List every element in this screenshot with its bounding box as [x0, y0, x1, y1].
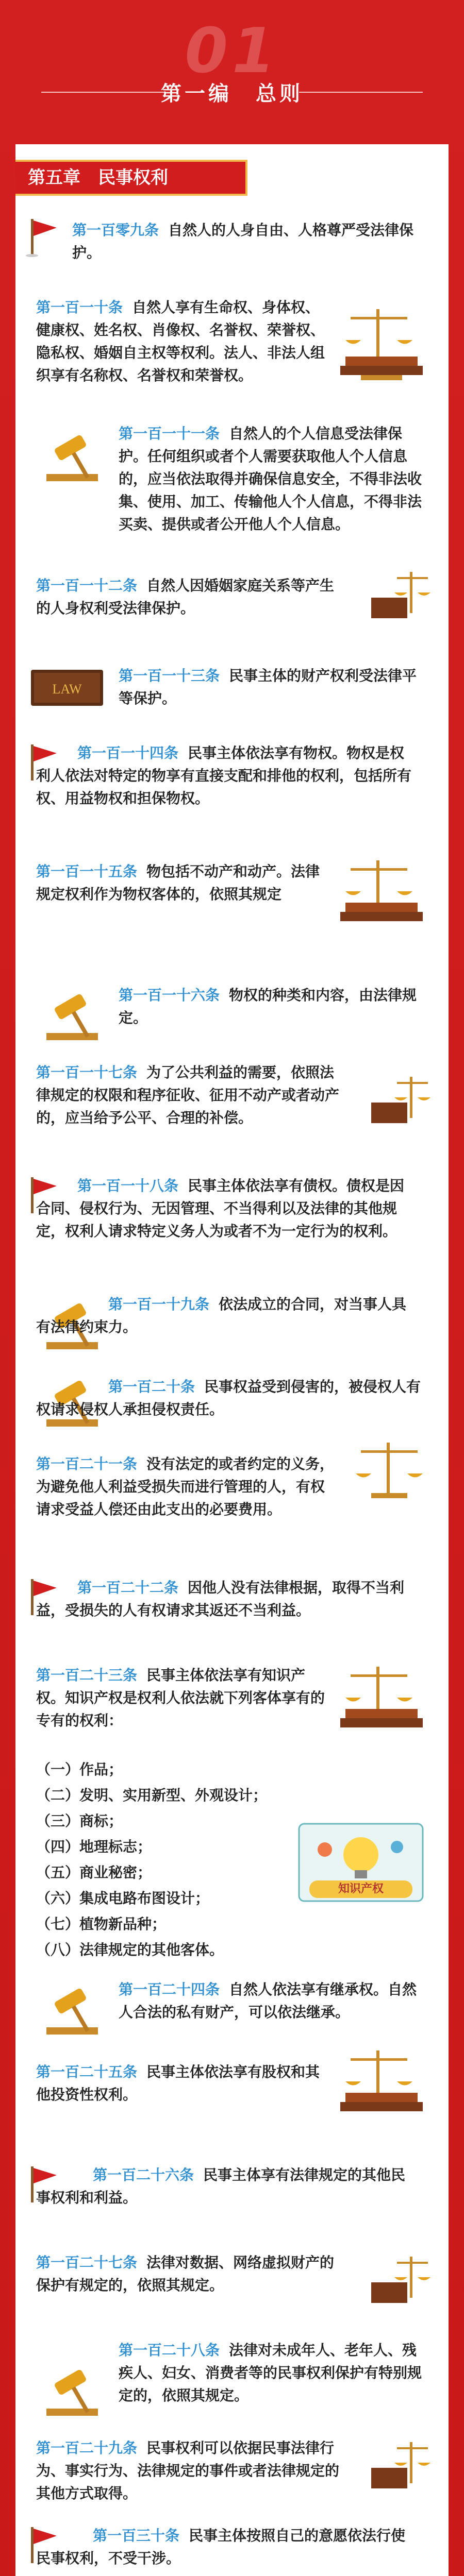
article-115: 第一百一十五条 物包括不动产和动产。法律规定权利作为物权客体的，依照其规定 [36, 863, 320, 903]
list-item: （一）作品； [36, 1761, 123, 1778]
scales-books-icon [330, 2040, 428, 2117]
article-120: 第一百二十条 民事权益受到侵害的，被侵权人有权请求侵权人承担侵权责任。 [36, 1378, 421, 1418]
list-item: （五）商业秘密； [36, 1864, 152, 1881]
list-item: （八）法律规定的其他客体。 [36, 1941, 224, 1958]
chapter-title: 第五章 民事权利 [15, 160, 247, 196]
list-item: （三）商标； [36, 1812, 123, 1829]
scales-book-icon [366, 2246, 433, 2308]
article-128: 第一百二十八条 法律对未成年人、老年人、残疾人、妇女、消费者等的民事权利保护有特别规定的，依照其规定。 [119, 2342, 422, 2404]
list-item: （二）发明、实用新型、外观设计； [36, 1787, 268, 1804]
list-item: （七）植物新品种； [36, 1916, 167, 1933]
scales-book-icon [366, 562, 433, 623]
article-116: 第一百一十六条 物权的种类和内容，由法律规定。 [119, 987, 417, 1026]
part-title: 第一编 总则 [161, 82, 303, 106]
list-item: （四）地理标志； [36, 1838, 152, 1855]
list-item: （六）集成电路布图设计； [36, 1890, 210, 1907]
article-121: 第一百二十一条 没有法定的或者约定的义务，为避免他人利益受损失而进行管理的人，有权请求受益人偿还由此支出的必要费用。 [36, 1455, 335, 1518]
law-book-icon [26, 659, 108, 716]
gavel-icon [36, 1978, 108, 2040]
article-122: 第一百二十二条 因他人没有法律根据，取得不当利益，受损失的人有权请求其返还不当利益。 [36, 1579, 405, 1619]
article-112: 第一百一十二条 自然人因婚姻家庭关系等产生的人身权利受法律保护。 [36, 577, 335, 617]
gavel-icon [36, 984, 108, 1046]
article-127: 第一百二十七条 法律对数据、网络虚拟财产的保护有规定的，依照其规定。 [36, 2254, 335, 2294]
section-number: 01 [185, 15, 279, 87]
scales-book-icon [366, 2432, 433, 2494]
article-113: 第一百一十三条 民事主体的财产权利受法律平等保护。 [119, 667, 417, 707]
flag-icon [26, 216, 62, 258]
article-118: 第一百一十八条 民事主体依法享有债权。债权是因合同、侵权行为、无因管理、不当得利以及法律的其他规定，权利人请求特定义务人为或者不为一定行为的权利。 [36, 1177, 405, 1240]
article-117: 第一百一十七条 为了公共利益的需要，依照法律规定的权限和程序征收、征用不动产或者动产的，应当给予公平、合理的补偿。 [36, 1064, 340, 1126]
content-card [15, 144, 449, 2576]
article-114: 第一百一十四条 民事主体依法享有物权。物权是权利人依法对特定的物享有直接支配和排他的权利，包括所有权、用益物权和担保物权。 [36, 744, 412, 807]
gavel-icon [36, 2360, 108, 2421]
ip-badge: 知识产权 [309, 1880, 412, 1898]
scales-books-icon [330, 1656, 428, 1739]
scales-books-icon [330, 850, 428, 933]
scales-book-icon [366, 1066, 433, 1128]
article-111: 第一百一十一条 自然人的个人信息受法律保护。任何组织或者个人需要获取他人个人信息的，应当依法取得并确保信息安全，不得非法收集、使用、加工、传输他人个人信息，不得非法买卖、提供或者公开他人个人信息。 [119, 425, 422, 533]
header [0, 0, 464, 139]
article-126: 第一百二十六条 民事主体享有法律规定的其他民事权利和利益。 [36, 2166, 406, 2206]
ip-illustration [294, 1819, 428, 1906]
gavel-icon [36, 425, 108, 487]
article-109: 第一百零九条 自然人的人身自由、人格尊严受法律保护。 [72, 222, 414, 261]
article-125: 第一百二十五条 民事主体依法享有股权和其他投资性权利。 [36, 2063, 320, 2103]
article-110: 第一百一十条 自然人享有生命权、身体权、健康权、姓名权、肖像权、名誉权、荣誉权、隐私权、婚姻自主权等权利。法人、非法人组织享有名称权、名誉权和荣誉权。 [36, 299, 325, 384]
article-124: 第一百二十四条 自然人依法享有继承权。自然人合法的私有财产，可以依法继承。 [119, 1981, 417, 2021]
ip-object-list [36, 1757, 267, 1963]
article-130: 第一百三十条 民事主体按照自己的意愿依法行使民事权利，不受干涉。 [36, 2527, 406, 2567]
article-119: 第一百一十九条 依法成立的合同，对当事人具有法律约束力。 [36, 1296, 407, 1335]
article-123: 第一百二十三条 民事主体依法享有知识产权。知识产权是权利人依法就下列客体享有的专有的权利： [36, 1667, 325, 1729]
svg-text:LAW: LAW [52, 682, 82, 697]
scales-books-icon [330, 299, 428, 386]
article-129: 第一百二十九条 民事权利可以依据民事法律行为、事实行为、法律规定的事件或者法律规定的其他方式取得。 [36, 2439, 340, 2502]
scales-icon [351, 1437, 428, 1504]
